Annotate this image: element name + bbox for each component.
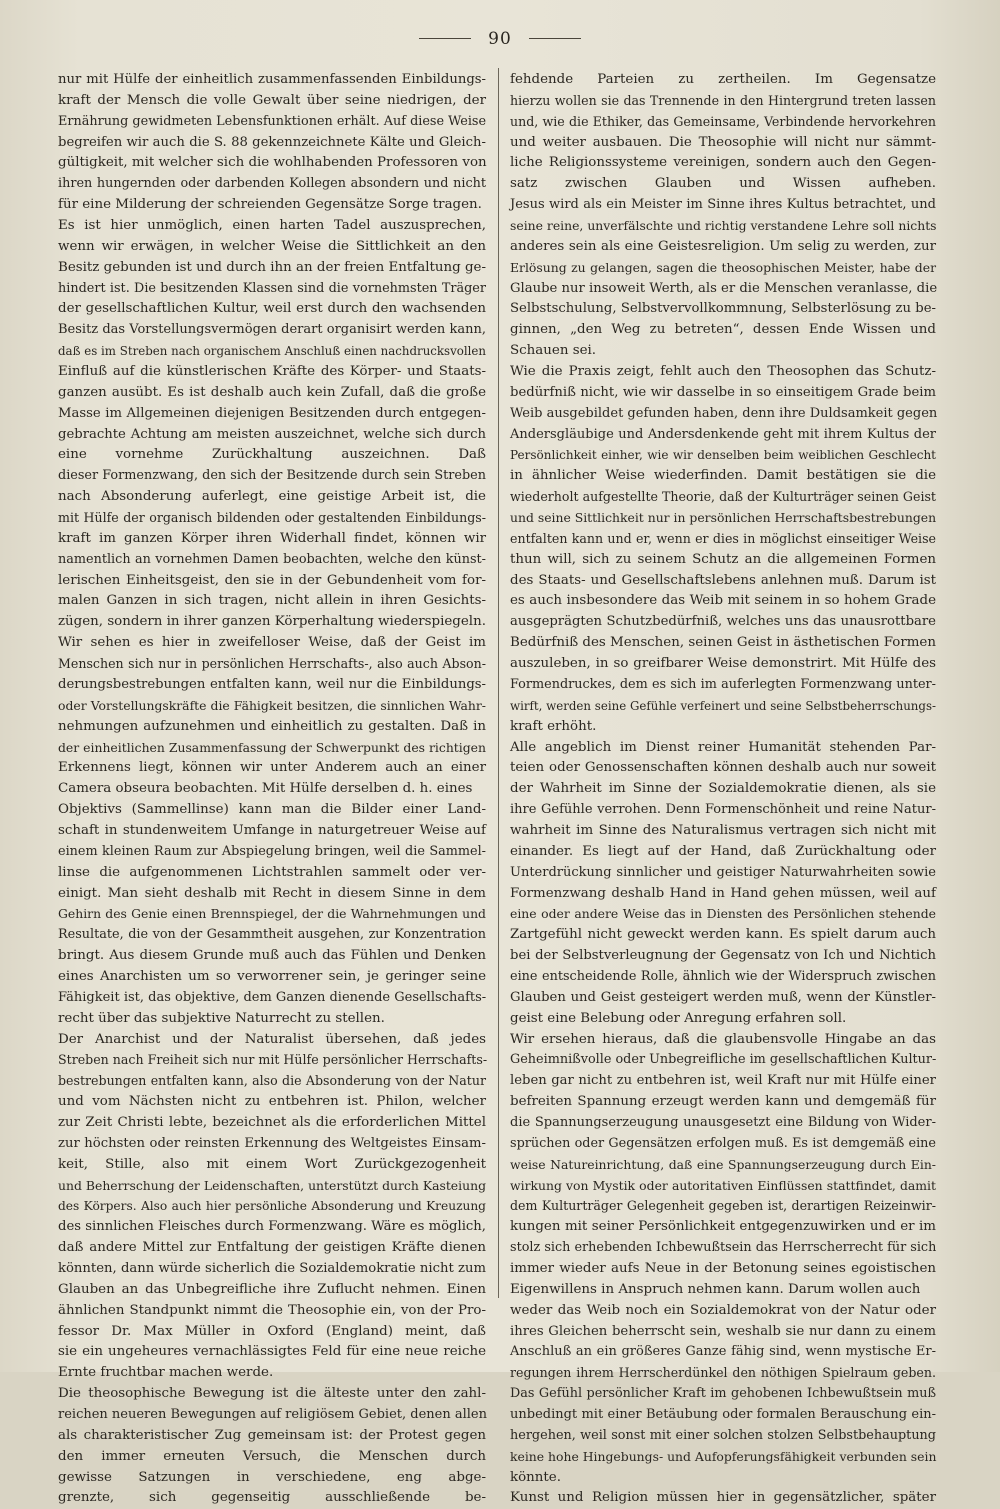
text-line: wenn wir erwägen, in welcher Weise die Sittlichkeit an den bbox=[58, 238, 486, 254]
text-line: für eine Milderung der schreienden Gegensätze Sorge tragen. bbox=[58, 197, 482, 213]
text-line: Wie die Praxis zeigt, fehlt auch den Theosophen das Schutz- bbox=[510, 364, 936, 380]
text-line: ganzen ausübt. Es ist deshalb auch kein Zufall, daß die große bbox=[58, 384, 486, 400]
text-line: regungen ihrem Herrscherdünkel den nöthigen Spielraum geben. bbox=[510, 1365, 936, 1381]
text-line: Alle angeblich im Dienst reiner Humanität stehenden Par- bbox=[510, 739, 936, 755]
text-line: stolz sich erhebenden Ichbewußtsein das Herrscherrecht für sich bbox=[510, 1240, 937, 1256]
text-line: bei der Selbstverleugnung der Gegensatz von Ich und Nichtich bbox=[510, 948, 936, 964]
text-line: unbedingt mit einer Betäubung oder formalen Berauschung ein- bbox=[510, 1407, 936, 1422]
text-line: könnte. bbox=[510, 1469, 561, 1485]
text-line: Erlösung zu gelangen, sagen die theosophischen Meister, habe der bbox=[510, 259, 936, 275]
text-line: in ähnlicher Weise wiederfinden. Damit bestätigen sie die bbox=[510, 468, 936, 484]
text-line: Unterdrückung sinnlicher und geistiger Naturwahrheiten sowie bbox=[510, 864, 936, 880]
column-divider bbox=[498, 68, 499, 1298]
header-rule-right bbox=[529, 38, 581, 39]
text-line: lerischen Einheitsgeist, den sie in der Gebundenheit vom for- bbox=[58, 572, 486, 588]
text-line: leben gar nicht zu entbehren ist, weil Kraft nur mit Hülfe einer bbox=[510, 1073, 936, 1089]
text-line: Der Anarchist und der Naturalist übersehen, daß jedes bbox=[58, 1031, 486, 1047]
text-line: wirft, werden seine Gefühle verfeinert und seine Selbstbeherrschungs- bbox=[510, 698, 936, 713]
left-column bbox=[58, 70, 488, 1506]
text-line: Jesus wird als ein Meister im Sinne ihres Kultus betrachtet, und bbox=[510, 197, 936, 213]
text-line: Glauben und Geist gesteigert werden muß, wenn der Künstler- bbox=[510, 989, 936, 1005]
text-line: weder das Weib noch ein Sozialdemokrat von der Natur oder bbox=[510, 1302, 936, 1318]
text-line: Besitz das Vorstellungsvermögen derart organisirt werden kann, bbox=[58, 322, 486, 338]
text-line: keine hohe Hingebungs- und Aufopferungsfähigkeit verbunden sein bbox=[510, 1448, 937, 1464]
text-line: der Wahrheit im Sinne der Sozialdemokratie dienen, als sie bbox=[510, 781, 936, 797]
right-column bbox=[510, 70, 938, 1506]
text-line: Ernte fruchtbar machen werde. bbox=[58, 1365, 274, 1381]
text-line: wiederholt aufgestellte Theorie, daß der Kulturträger seinen Geist bbox=[510, 489, 936, 505]
text-line: eines Anarchisten um so verworrener sein, je geringer seine bbox=[58, 968, 486, 984]
text-line: geist eine Belebung oder Anregung erfahren soll. bbox=[510, 1010, 847, 1026]
text-line: Gehirn des Genie einen Brennspiegel, der die Wahrnehmungen und bbox=[58, 906, 486, 922]
text-line: Andersgläubige und Andersdenkende geht mit ihrem Kultus der bbox=[510, 426, 936, 442]
text-line: Wir ersehen hieraus, daß die glaubensvolle Hingabe an das bbox=[510, 1031, 936, 1047]
text-line: fessor Dr. Max Müller in Oxford (England) meint, daß bbox=[58, 1323, 486, 1339]
text-line: einander. Es liegt auf der Hand, daß Zurückhaltung oder bbox=[510, 843, 936, 859]
text-line: ähnlichen Standpunkt nimmt die Theosophie ein, von der Pro- bbox=[58, 1302, 486, 1318]
text-line: hierzu wollen sie das Trennende in den Hintergrund treten lassen bbox=[510, 92, 936, 108]
text-line: Geheimnißvolle oder Unbegreifliche im gesellschaftlichen Kultur- bbox=[510, 1052, 937, 1068]
text-line: und vom Nächsten nicht zu entbehren ist. Philon, welcher bbox=[58, 1094, 486, 1110]
text-line: der gesellschaftlichen Kultur, weil erst durch den wachsenden bbox=[58, 301, 486, 317]
text-line: daß andere Mittel zur Entfaltung der geistigen Kräfte dienen bbox=[58, 1240, 486, 1256]
text-line: seine reine, unverfälschte und richtig verstandene Lehre soll nichts bbox=[510, 218, 937, 234]
text-line: eine vornehme Zurückhaltung auszeichnen. Daß bbox=[58, 447, 486, 463]
text-line: wahrheit im Sinne des Naturalismus vertragen sich nicht mit bbox=[510, 822, 936, 838]
text-line: und, wie die Ethiker, das Gemeinsame, Verbindende hervorkehren bbox=[510, 113, 936, 129]
text-line: reichen neueren Bewegungen auf religiösem Gebiet, denen allen bbox=[58, 1407, 487, 1422]
text-line: Es ist hier unmöglich, einen harten Tadel auszusprechen, bbox=[58, 218, 486, 234]
text-line: Kunst und Religion müssen hier in gegensätzlicher, später bbox=[510, 1490, 936, 1506]
text-line: gewisse Satzungen in verschiedene, eng abge- bbox=[58, 1469, 486, 1485]
text-line: liche Religionssysteme vereinigen, sondern auch den Gegen- bbox=[510, 155, 936, 171]
text-line: Schauen sei. bbox=[510, 343, 597, 359]
text-line: sprüchen oder Gegensätzen erfolgen muß. Es ist demgemäß eine bbox=[510, 1135, 936, 1151]
text-line: kraft erhöht. bbox=[510, 718, 597, 734]
text-line: entfalten kann und er, wenn er dies in möglichst einseitiger Weise bbox=[510, 530, 936, 546]
page-header bbox=[0, 28, 1000, 54]
text-line: der einheitlichen Zusammenfassung der Schwerpunkt des richtigen bbox=[58, 739, 486, 755]
text-line: Selbstschulung, Selbstvervollkommnung, Selbsterlösung zu be- bbox=[510, 301, 936, 317]
text-line: Zartgefühl nicht geweckt werden kann. Es spielt darum auch bbox=[510, 927, 936, 943]
text-line: Anschluß an ein größeres Ganze fähig sind, wenn mystische Er- bbox=[510, 1344, 936, 1360]
text-line: ihre Gefühle verrohen. Denn Formenschönheit und reine Natur- bbox=[510, 802, 936, 818]
text-line: Weib ausgebildet gefunden haben, denn ihre Duldsamkeit gegen bbox=[510, 405, 938, 421]
text-line: Ernährung gewidmeten Lebensfunktionen erhält. Auf diese Weise bbox=[58, 113, 487, 129]
text-line: bringt. Aus diesem Grunde muß auch das Fühlen und Denken bbox=[58, 948, 486, 964]
text-line: recht über das subjektive Naturrecht zu stellen. bbox=[58, 1010, 385, 1026]
text-line: auszuleben, in so greifbarer Weise demonstrirt. Mit Hülfe des bbox=[510, 656, 936, 672]
text-line: linse die aufgenommenen Lichtstrahlen sammelt oder ver- bbox=[58, 864, 486, 880]
text-line: des Körpers. Also auch hier persönliche Absonderung und Kreuzung bbox=[58, 1199, 486, 1214]
text-line: Objektivs (Sammellinse) kann man die Bilder einer Land- bbox=[58, 802, 486, 818]
text-line: grenzte, sich gegenseitig ausschließende be- bbox=[58, 1490, 486, 1506]
text-line: Persönlichkeit einher, wie wir denselben beim weiblichen Geschlecht bbox=[510, 448, 936, 463]
text-line: sie ein ungeheures vernachlässigtes Feld für eine neue reiche bbox=[58, 1344, 486, 1360]
text-line: Wir sehen es hier in zweifelloser Weise, daß der Geist im bbox=[58, 635, 486, 651]
text-line: dieser Formenzwang, den sich der Besitzende durch sein Streben bbox=[58, 468, 486, 484]
text-line: Die theosophische Bewegung ist die älteste unter den zahl- bbox=[58, 1386, 486, 1402]
text-line: ihres Gleichen beherrscht sein, weshalb sie nur dann zu einem bbox=[510, 1323, 936, 1339]
text-line: des sinnlichen Fleisches durch Formenzwang. Wäre es möglich, bbox=[58, 1219, 486, 1235]
text-line: Fähigkeit ist, das objektive, dem Ganzen dienende Gesellschafts- bbox=[58, 989, 487, 1005]
text-line: malen Ganzen in sich tragen, nicht allein in ihren Gesichts- bbox=[58, 593, 486, 609]
text-line: eine oder andere Weise das in Diensten des Persönlichen stehende bbox=[510, 906, 936, 922]
text-line: bestrebungen entfalten kann, also die Absonderung von der Natur bbox=[58, 1073, 486, 1089]
text-line: daß es im Streben nach organischem Anschluß einen nachdrucksvollen bbox=[58, 344, 486, 359]
text-line: könnten, dann würde sicherlich die Sozialdemokratie nicht zum bbox=[58, 1260, 486, 1276]
text-line: gebrachte Achtung am meisten auszeichnet, welche sich durch bbox=[58, 426, 486, 442]
text-line: thun will, sich zu seinem Schutz an die allgemeinen Formen bbox=[510, 551, 936, 567]
text-line: teien oder Genossenschaften können deshalb auch nur soweit bbox=[510, 760, 936, 776]
header-rule-left bbox=[419, 38, 471, 39]
text-line: Einfluß auf die künstlerischen Kräfte des Körper- und Staats- bbox=[58, 364, 486, 380]
text-line: Glauben an das Unbegreifliche ihre Zuflucht nehmen. Einen bbox=[58, 1281, 486, 1297]
text-line: und seine Sittlichkeit nur in persönlichen Herrschaftsbestrebungen bbox=[510, 510, 937, 526]
text-line: zur höchsten oder reinsten Erkennung des Weltgeistes Einsam- bbox=[58, 1135, 486, 1151]
text-line: Bedürfniß des Menschen, seinen Geist in ästhetischen Formen bbox=[510, 635, 936, 651]
text-line: Das Gefühl persönlicher Kraft im gehobenen Ichbewußtsein muß bbox=[510, 1386, 936, 1402]
text-line: des Staats- und Gesellschaftslebens anlehnen muß. Darum ist bbox=[510, 572, 936, 588]
text-line: zügen, sondern in ihrer ganzen Körperhaltung wiederspiegeln. bbox=[58, 614, 486, 630]
text-line: wirkung von Mystik oder autoritativen Einflüssen stattfindet, damit bbox=[510, 1177, 936, 1193]
text-line: die Spannungserzeugung unausgesetzt eine Bildung von Wider- bbox=[510, 1114, 936, 1130]
text-line: eine entscheidende Rolle, ähnlich wie der Widerspruch zwischen bbox=[510, 968, 936, 984]
text-line: Formendruckes, dem es sich im auferlegten Formenzwang unter- bbox=[510, 676, 936, 692]
text-line: oder Vorstellungskräfte die Fähigkeit besitzen, die sinnlichen Wahr- bbox=[58, 697, 486, 713]
text-line: kraft der Mensch die volle Gewalt über seine niedrigen, der bbox=[58, 92, 486, 108]
text-line: nur mit Hülfe der einheitlich zusammenfassenden Einbildungs- bbox=[58, 72, 486, 87]
text-line: nehmungen aufzunehmen und einheitlich zu gestalten. Daß in bbox=[58, 718, 486, 734]
text-line: es auch insbesondere das Weib mit seinem in so hohem Grade bbox=[510, 593, 936, 609]
text-line: den immer erneuten Versuch, die Menschen durch bbox=[58, 1448, 486, 1464]
text-line: Erkennens liegt, können wir unter Anderem auch an einer bbox=[58, 760, 486, 776]
text-line: Resultate, die von der Gesammtheit ausgehen, zur Konzentration bbox=[58, 927, 486, 943]
text-line: einem kleinen Raum zur Abspiegelung bringen, weil die Sammel- bbox=[58, 843, 486, 859]
text-line: fehdende Parteien zu zertheilen. Im Gegensatze bbox=[510, 72, 936, 87]
text-line: derungsbestrebungen entfalten kann, weil nur die Einbildungs- bbox=[58, 676, 486, 692]
text-line: zur Zeit Christi lebte, bezeichnet als die erforderlichen Mittel bbox=[58, 1114, 486, 1130]
text-line: kungen mit seiner Persönlichkeit entgegenzuwirken und er im bbox=[510, 1219, 936, 1235]
text-line: keit, Stille, also mit einem Wort Zurückgezogenheit bbox=[58, 1156, 486, 1172]
text-line: mit Hülfe der organisch bildenden oder gestaltenden Einbildungs- bbox=[58, 510, 486, 526]
text-line: einigt. Man sieht deshalb mit Recht in diesem Sinne in dem bbox=[58, 885, 486, 901]
text-line: satz zwischen Glauben und Wissen aufheben. bbox=[510, 176, 936, 192]
text-line: befreiten Spannung erzeugt werden kann und demgemäß für bbox=[510, 1094, 936, 1110]
text-line: schaft in stundenweitem Umfange in naturgetreuer Weise auf bbox=[58, 822, 486, 838]
text-line: Glaube nur insoweit Werth, als er die Menschen veranlasse, die bbox=[510, 280, 938, 296]
text-line: Eigenwillens in Anspruch nehmen kann. Darum wollen auch bbox=[510, 1281, 921, 1297]
text-line: bedürfniß nicht, wie wir dasselbe in so einseitigem Grade beim bbox=[510, 384, 936, 400]
text-line: nach Absonderung auferlegt, eine geistige Arbeit ist, die bbox=[58, 489, 486, 505]
text-line: Streben nach Freiheit sich nur mit Hülfe persönlicher Herrschafts- bbox=[58, 1052, 488, 1068]
text-line: immer wieder aufs Neue in der Betonung seines egoistischen bbox=[510, 1260, 936, 1276]
text-line: Menschen sich nur in persönlichen Herrschafts-, also auch Abson- bbox=[58, 656, 486, 672]
text-line: dem Kulturträger Gelegenheit gegeben ist, derartigen Reizeinwir- bbox=[510, 1198, 936, 1214]
text-line: und Beherrschung der Leidenschaften, unterstützt durch Kasteiung bbox=[58, 1177, 486, 1193]
text-line: namentlich an vornehmen Damen beobachten, welche den künst- bbox=[58, 551, 486, 567]
text-line: kraft im ganzen Körper ihren Widerhall findet, können wir bbox=[58, 530, 486, 546]
text-line: begreifen wir auch die S. 88 gekennzeichnete Kälte und Gleich- bbox=[58, 134, 486, 150]
text-line: Camera obseura beobachten. Mit Hülfe derselben d. h. eines bbox=[58, 781, 473, 797]
text-line: hergehen, weil sonst mit einer solchen stolzen Selbstbehauptung bbox=[510, 1427, 936, 1443]
text-line: weise Natureinrichtung, daß eine Spannungserzeugung durch Ein- bbox=[510, 1156, 936, 1172]
text-line: Formenzwang deshalb Hand in Hand gehen müssen, weil auf bbox=[510, 885, 936, 901]
text-line: hindert ist. Die besitzenden Klassen sind die vornehmsten Träger bbox=[58, 280, 486, 296]
text-line: und weiter ausbauen. Die Theosophie will nicht nur sämmt- bbox=[510, 134, 936, 150]
text-line: als charakteristischer Zug gemeinsam ist: der Protest gegen bbox=[58, 1427, 486, 1443]
text-line: anderes sein als eine Geistesreligion. Um selig zu werden, zur bbox=[510, 238, 936, 254]
text-line: Besitz gebunden ist und durch ihn an der freien Entfaltung ge- bbox=[58, 259, 486, 275]
text-line: Masse im Allgemeinen diejenigen Besitzenden durch entgegen- bbox=[58, 405, 486, 421]
page-number: 90 bbox=[488, 28, 512, 49]
text-line: ginnen, „den Weg zu betreten“, dessen Ende Wissen und bbox=[510, 322, 936, 338]
text-line: ihren hungernden oder darbenden Kollegen absondern und nicht bbox=[58, 176, 486, 192]
text-line: gültigkeit, mit welcher sich die wohlhabenden Professoren von bbox=[58, 155, 487, 171]
text-line: ausgeprägten Schutzbedürfniß, welches uns das unausrottbare bbox=[510, 614, 936, 630]
